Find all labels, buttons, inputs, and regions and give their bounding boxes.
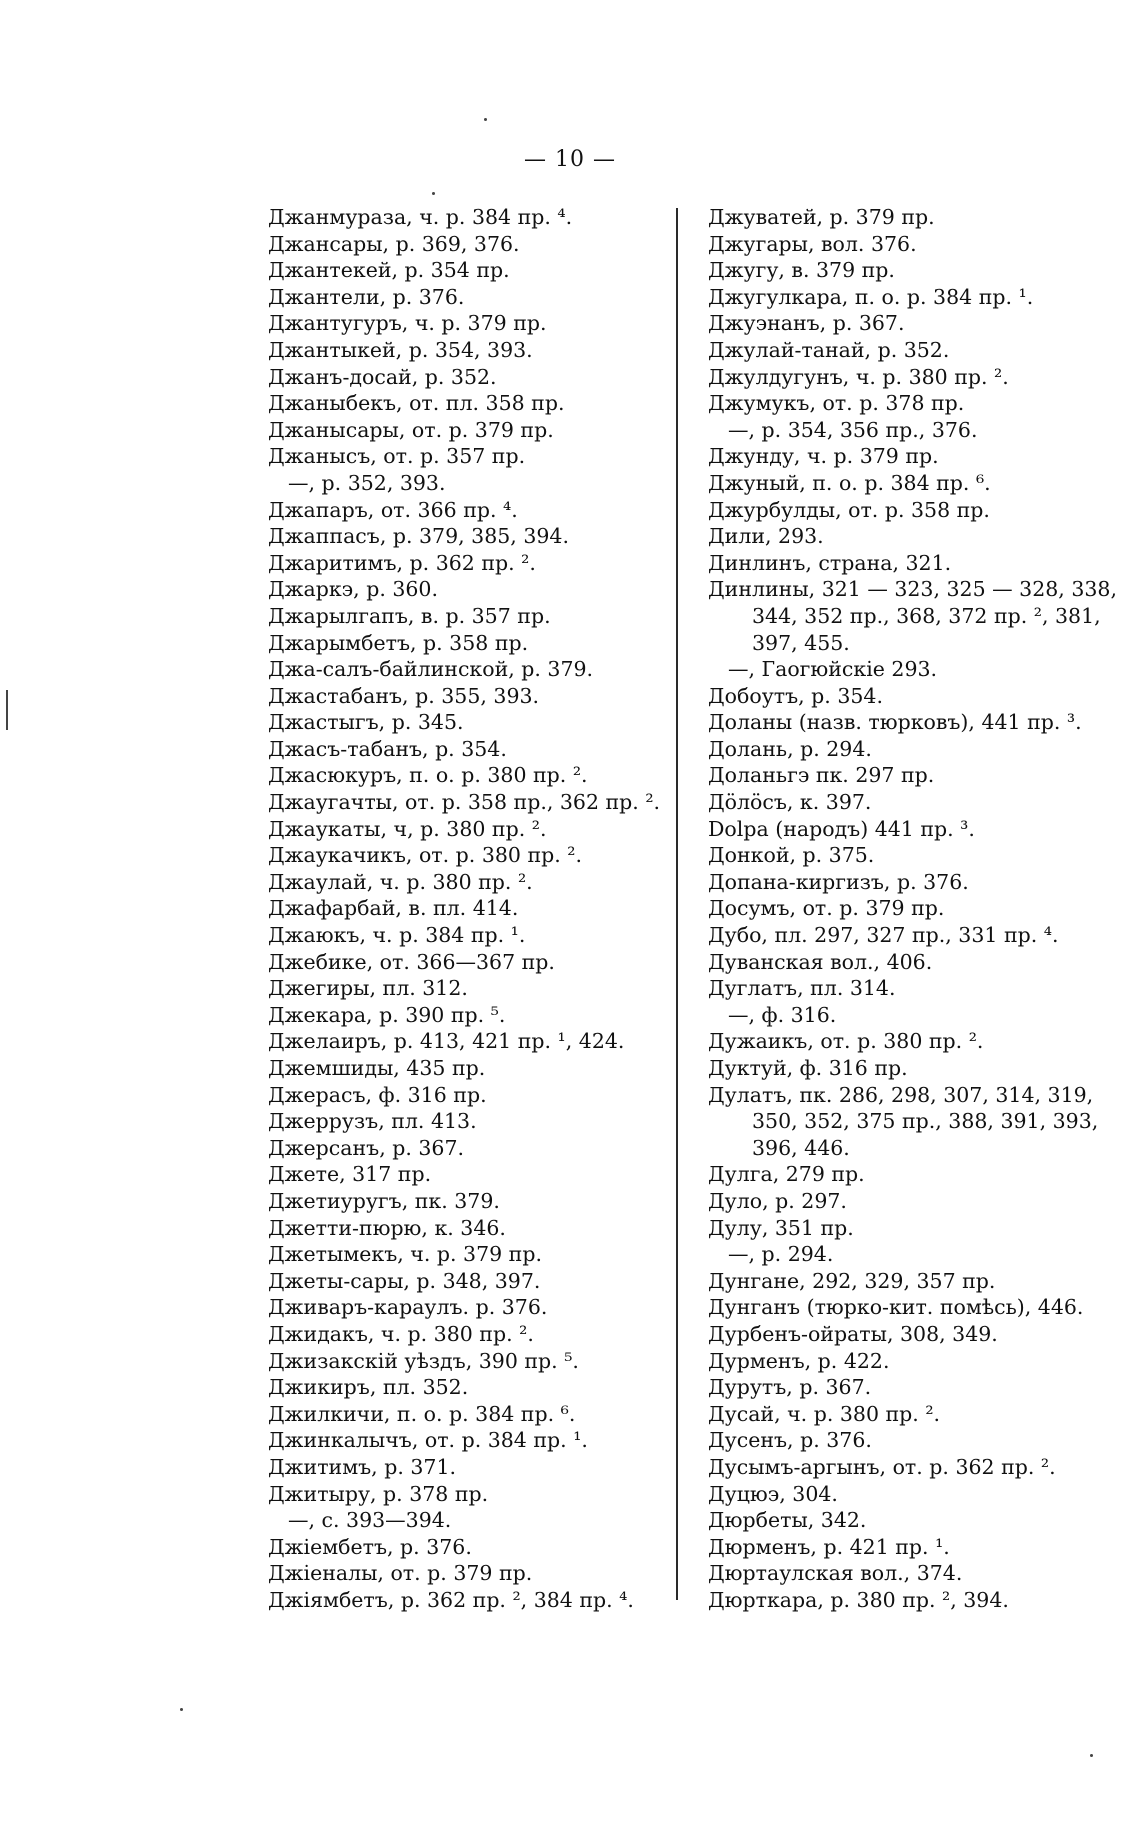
index-entry: Динлинъ, страна, 321.: [708, 550, 952, 575]
index-entry: Джитимъ, р. 371.: [268, 1454, 457, 1479]
index-entry: Дöлöсъ, к. 397.: [708, 790, 872, 815]
index-entry: Дулатъ, пк. 286, 298, 307, 314, 319,: [708, 1082, 1094, 1107]
index-entry: Джикиръ, пл. 352.: [268, 1375, 469, 1400]
index-entry: Джилкичи, п. о. р. 384 пр. ⁶.: [268, 1401, 576, 1426]
index-entry: Джидакъ, ч. р. 380 пр. ².: [268, 1321, 534, 1346]
index-entry: Джанысары, от. р. 379 пр.: [268, 417, 554, 442]
index-entry: Дуктуй, ф. 316 пр.: [708, 1056, 908, 1080]
page-number: — 10 —: [524, 147, 616, 172]
index-entry: Джансары, р. 369, 376.: [268, 231, 520, 256]
index-entry: Джа-салъ-байлинской, р. 379.: [268, 657, 594, 682]
index-entry-continuation: 350, 352, 375 пр., 388, 391, 393,: [752, 1109, 1099, 1134]
index-entry: Джумукъ, от. р. 378 пр.: [708, 391, 965, 416]
index-entry: Джіеналы, от. р. 379 пр.: [268, 1561, 533, 1586]
index-entry: Джанъ-досай, р. 352.: [268, 364, 497, 389]
index-entry: Дуцюэ, 304.: [708, 1481, 838, 1506]
index-entry: Допана-киргизъ, р. 376.: [708, 869, 969, 894]
index-entry: Джантели, р. 376.: [268, 284, 465, 309]
scan-speck: [180, 1708, 183, 1711]
index-entry: Джинкалычъ, от. р. 384 пр. ¹.: [268, 1428, 588, 1453]
index-entry: Джанмураза, ч. р. 384 пр. ⁴.: [268, 205, 573, 229]
index-entry: Джіембетъ, р. 376.: [268, 1534, 472, 1559]
scan-speck: [1090, 1754, 1093, 1757]
index-entry: Джанысъ, от. р. 357 пр.: [268, 444, 526, 469]
index-entry: Дюрткара, р. 380 пр. ², 394.: [708, 1587, 1009, 1612]
index-entry: Дюрбеты, 342.: [708, 1508, 867, 1533]
index-entry: Джантекей, р. 354 пр.: [268, 258, 510, 283]
index-entry: Дужаикъ, от. р. 380 пр. ².: [708, 1029, 984, 1054]
index-entry: Джугары, вол. 376.: [708, 231, 917, 256]
index-entry: Джеты-сары, р. 348, 397.: [268, 1268, 541, 1293]
index-entry: Джитыру, р. 378 пр.: [268, 1481, 489, 1506]
column-divider: [676, 208, 678, 1600]
index-entry: Джемшиды, 435 пр.: [268, 1056, 486, 1080]
scan-speck: [6, 690, 8, 730]
index-entry-continuation: 396, 446.: [752, 1135, 850, 1160]
index-entry: Джизакскій уѣздъ, 390 пр. ⁵.: [268, 1348, 579, 1373]
index-entry: Доланьгэ пк. 297 пр.: [708, 763, 935, 788]
index-entry: Донкой, р. 375.: [708, 843, 875, 868]
index-entry: Джасъ-табанъ, р. 354.: [268, 736, 507, 761]
index-entry: Дусай, ч. р. 380 пр. ².: [708, 1401, 941, 1426]
index-entry: Джунду, ч. р. 379 пр.: [708, 444, 939, 469]
scan-speck: [432, 192, 435, 195]
index-entry: Дусенъ, р. 376.: [708, 1428, 872, 1453]
index-subentry: —, с. 393—394.: [288, 1508, 452, 1533]
index-column-right: [708, 204, 1117, 1613]
index-entry: Джугулкара, п. о. р. 384 пр. ¹.: [708, 284, 1034, 309]
index-entry: Джулдугунъ, ч. р. 380 пр. ².: [708, 364, 1009, 389]
index-entry: Джете, 317 пр.: [268, 1162, 432, 1187]
index-entry: Джантыкей, р. 354, 393.: [268, 337, 533, 362]
index-entry: Дживаръ-караулъ. р. 376.: [268, 1295, 548, 1320]
index-entry: Дулу, 351 пр.: [708, 1215, 854, 1240]
index-entry: Джуватей, р. 379 пр.: [708, 205, 935, 229]
index-entry: Дуванская вол., 406.: [708, 949, 933, 974]
index-entry: Досумъ, от. р. 379 пр.: [708, 896, 945, 921]
index-entry: Джаркэ, р. 360.: [268, 577, 438, 602]
index-entry: Джаюкъ, ч. р. 384 пр. ¹.: [268, 923, 526, 948]
index-subentry: —, р. 354, 356 пр., 376.: [728, 417, 978, 442]
index-entry: Джугу, в. 379 пр.: [708, 258, 895, 283]
index-entry: Джуный, п. о. р. 384 пр. ⁶.: [708, 470, 991, 495]
index-entry: Джасюкуръ, п. о. р. 380 пр. ².: [268, 763, 588, 788]
index-entry: Джекара, р. 390 пр. ⁵.: [268, 1002, 506, 1027]
index-entry: Джастыгъ, р. 345.: [268, 710, 464, 735]
index-entry: Джастабанъ, р. 355, 393.: [268, 683, 540, 708]
index-entry: Дуглатъ, пл. 314.: [708, 976, 896, 1001]
index-entry: Джаукачикъ, от. р. 380 пр. ².: [268, 843, 583, 868]
index-entry: Дубо, пл. 297, 327 пр., 331 пр. ⁴.: [708, 923, 1059, 948]
index-entry: Дусымъ-аргынъ, от. р. 362 пр. ².: [708, 1454, 1056, 1479]
index-entry: Джаукаты, ч, р. 380 пр. ².: [268, 816, 547, 841]
index-entry: Джеррузъ, пл. 413.: [268, 1109, 477, 1134]
index-entry: Дунгане, 292, 329, 357 пр.: [708, 1268, 996, 1293]
index-entry: Джарылгапъ, в. р. 357 пр.: [268, 603, 551, 628]
index-entry: Джерсанъ, р. 367.: [268, 1135, 465, 1160]
index-entry: Дуло, р. 297.: [708, 1188, 847, 1213]
index-entry: Джаныбекъ, от. пл. 358 пр.: [268, 391, 565, 416]
index-entry: Дурбенъ-ойраты, 308, 349.: [708, 1321, 998, 1346]
index-entry: Доланы (назв. тюрковъ), 441 пр. ³.: [708, 710, 1082, 735]
index-entry: Джетиуругъ, пк. 379.: [268, 1188, 500, 1213]
index-entry: Дюртаулская вол., 374.: [708, 1561, 963, 1586]
index-entry: Джантугуръ, ч. р. 379 пр.: [268, 311, 547, 336]
index-entry: Дулга, 279 пр.: [708, 1162, 865, 1187]
index-entry: Долань, р. 294.: [708, 736, 872, 761]
index-entry: Джафарбай, в. пл. 414.: [268, 896, 519, 921]
index-entry: Дунганъ (тюрко-кит. помѣсь), 446.: [708, 1295, 1084, 1320]
index-entry: Дурутъ, р. 367.: [708, 1375, 872, 1400]
index-subentry: —, р. 294.: [728, 1242, 834, 1267]
index-entry: Дили, 293.: [708, 524, 824, 549]
index-column-left: [268, 204, 668, 1613]
index-entry: Джебике, от. 366—367 пр.: [268, 949, 555, 974]
index-entry: Джурбулды, от. р. 358 пр.: [708, 497, 990, 522]
index-entry: Джіямбетъ, р. 362 пр. ², 384 пр. ⁴.: [268, 1587, 634, 1612]
index-entry: Джаритимъ, р. 362 пр. ².: [268, 550, 536, 575]
index-entry: Джаугачты, от. р. 358 пр., 362 пр. ².: [268, 790, 661, 815]
index-entry: Джелаиръ, р. 413, 421 пр. ¹, 424.: [268, 1029, 625, 1054]
index-entry: Джегиры, пл. 312.: [268, 976, 468, 1001]
index-entry-continuation: 344, 352 пр., 368, 372 пр. ², 381,: [752, 603, 1101, 628]
index-entry: Джаппасъ, р. 379, 385, 394.: [268, 524, 569, 549]
index-entry: Динлины, 321 — 323, 325 — 328, 338,: [708, 577, 1117, 602]
index-entry: Дурменъ, р. 422.: [708, 1348, 890, 1373]
index-entry: Джетымекъ, ч. р. 379 пр.: [268, 1242, 542, 1267]
index-entry: Джарымбетъ, р. 358 пр.: [268, 630, 529, 655]
index-entry-continuation: 397, 455.: [752, 630, 850, 655]
index-entry: Джетти-пюрю, к. 346.: [268, 1215, 506, 1240]
index-entry: Добоутъ, р. 354.: [708, 683, 883, 708]
index-entry: Дюрменъ, р. 421 пр. ¹.: [708, 1534, 950, 1559]
index-entry: Джапаръ, от. 366 пр. ⁴.: [268, 497, 518, 522]
index-entry: Джулай-танай, р. 352.: [708, 337, 950, 362]
index-subentry: —, Гаогюйскіе 293.: [728, 657, 938, 682]
index-subentry: —, ф. 316.: [728, 1002, 837, 1027]
index-entry: Джуэнанъ, р. 367.: [708, 311, 905, 336]
index-entry: Dolpa (народъ) 441 пр. ³.: [708, 816, 975, 841]
index-entry: Джаулай, ч. р. 380 пр. ².: [268, 869, 533, 894]
index-entry: Джерасъ, ф. 316 пр.: [268, 1082, 487, 1107]
index-subentry: —, р. 352, 393.: [288, 470, 446, 495]
scan-speck: [484, 118, 487, 121]
